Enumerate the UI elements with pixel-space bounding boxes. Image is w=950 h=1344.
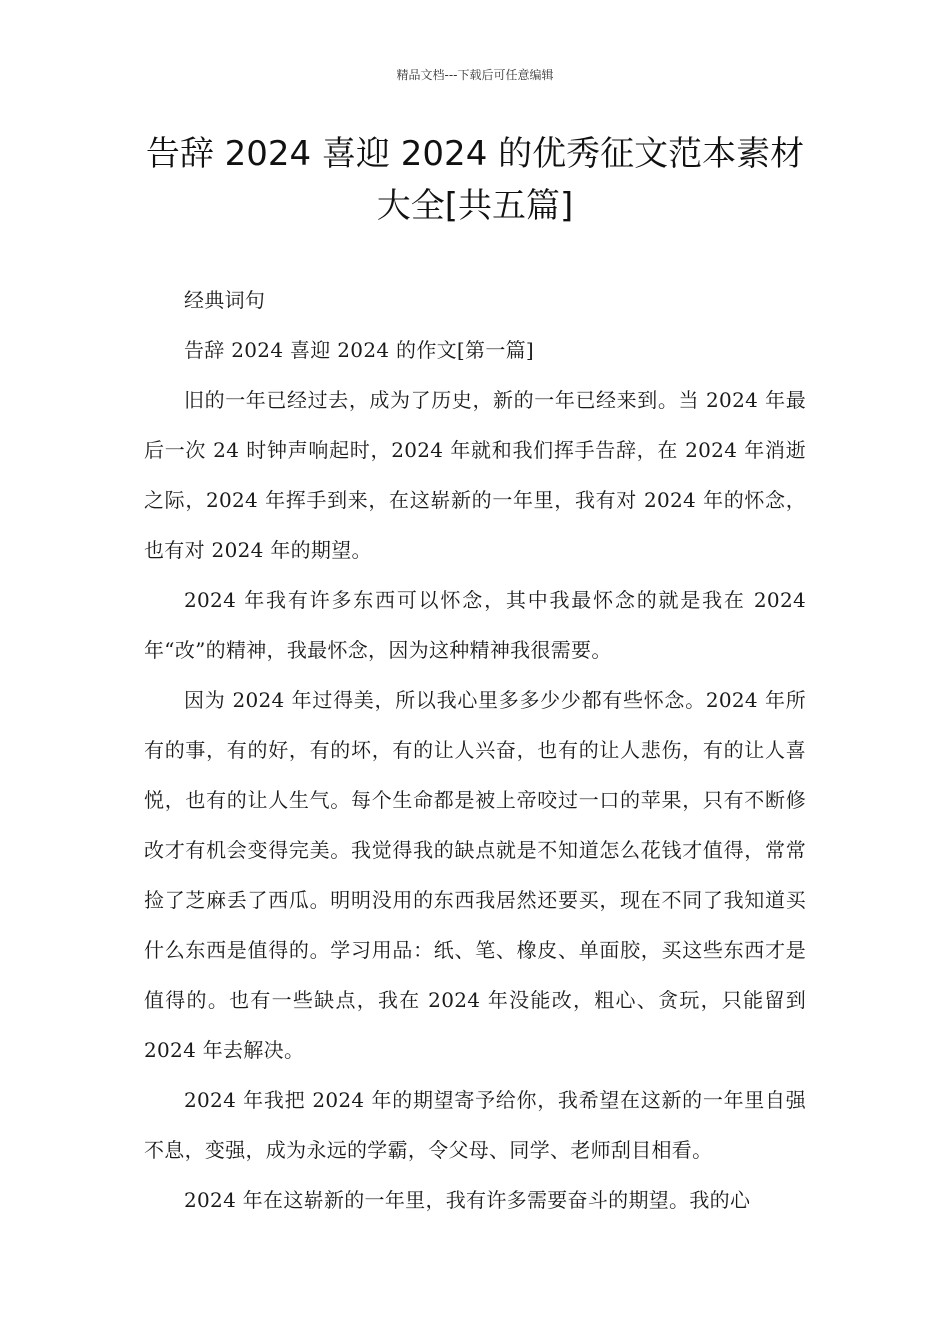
paragraph: 2024 年我把 2024 年的期望寄予给你，我希望在这新的一年里自强不息，变强，成为永远的学霸，令父母、同学、老师刮目相看。 bbox=[144, 1088, 806, 1162]
paragraph: 因为 2024 年过得美，所以我心里多多少少都有些怀念。2024 年所有的事，有的好，有的坏，有的让人兴奋，也有的让人悲伤，有的让人喜悦，也有的让人生气。每个生命都是被上帝咬过一口的苹果，只有不断修改才有机会变得完美。我觉得我的缺点就是不知道怎么花钱才值得，常常捡了芝麻丢了西瓜。明明没用的东西我居然还要买，现在不同了我知道买什么东西是值得的。学习用品：纸、笔、橡皮、单面胶，买这些东西才是值得的。也有一些缺点，我在 2024 年没能改，粗心、贪玩，只能留到 2024 年去解决。 bbox=[144, 688, 806, 1062]
paragraph: 旧的一年已经过去，成为了历史，新的一年已经来到。当 2024 年最后一次 24 时钟声响起时，2024 年就和我们挥手告辞，在 2024 年消逝之际，2024 年挥手到来，在这崭新的一年里，我有对 2024 年的怀念，也有对 2024 年的期望。 bbox=[144, 388, 806, 562]
document-body bbox=[144, 275, 806, 1225]
paragraph: 2024 年在这崭新的一年里，我有许多需要奋斗的期望。我的心 bbox=[184, 1188, 751, 1212]
article-heading: 告辞 2024 喜迎 2024 的作文[第一篇] bbox=[184, 338, 535, 362]
section-heading: 经典词句 bbox=[184, 288, 266, 312]
header-note: 精品文档---下载后可任意编辑 bbox=[396, 68, 554, 82]
document-title: 告辞 2024 喜迎 2024 的优秀征文范本素材大全[共五篇] bbox=[145, 134, 805, 226]
paragraph: 2024 年我有许多东西可以怀念，其中我最怀念的就是我在 2024 年“改”的精神，我最怀念，因为这种精神我很需要。 bbox=[144, 588, 806, 662]
